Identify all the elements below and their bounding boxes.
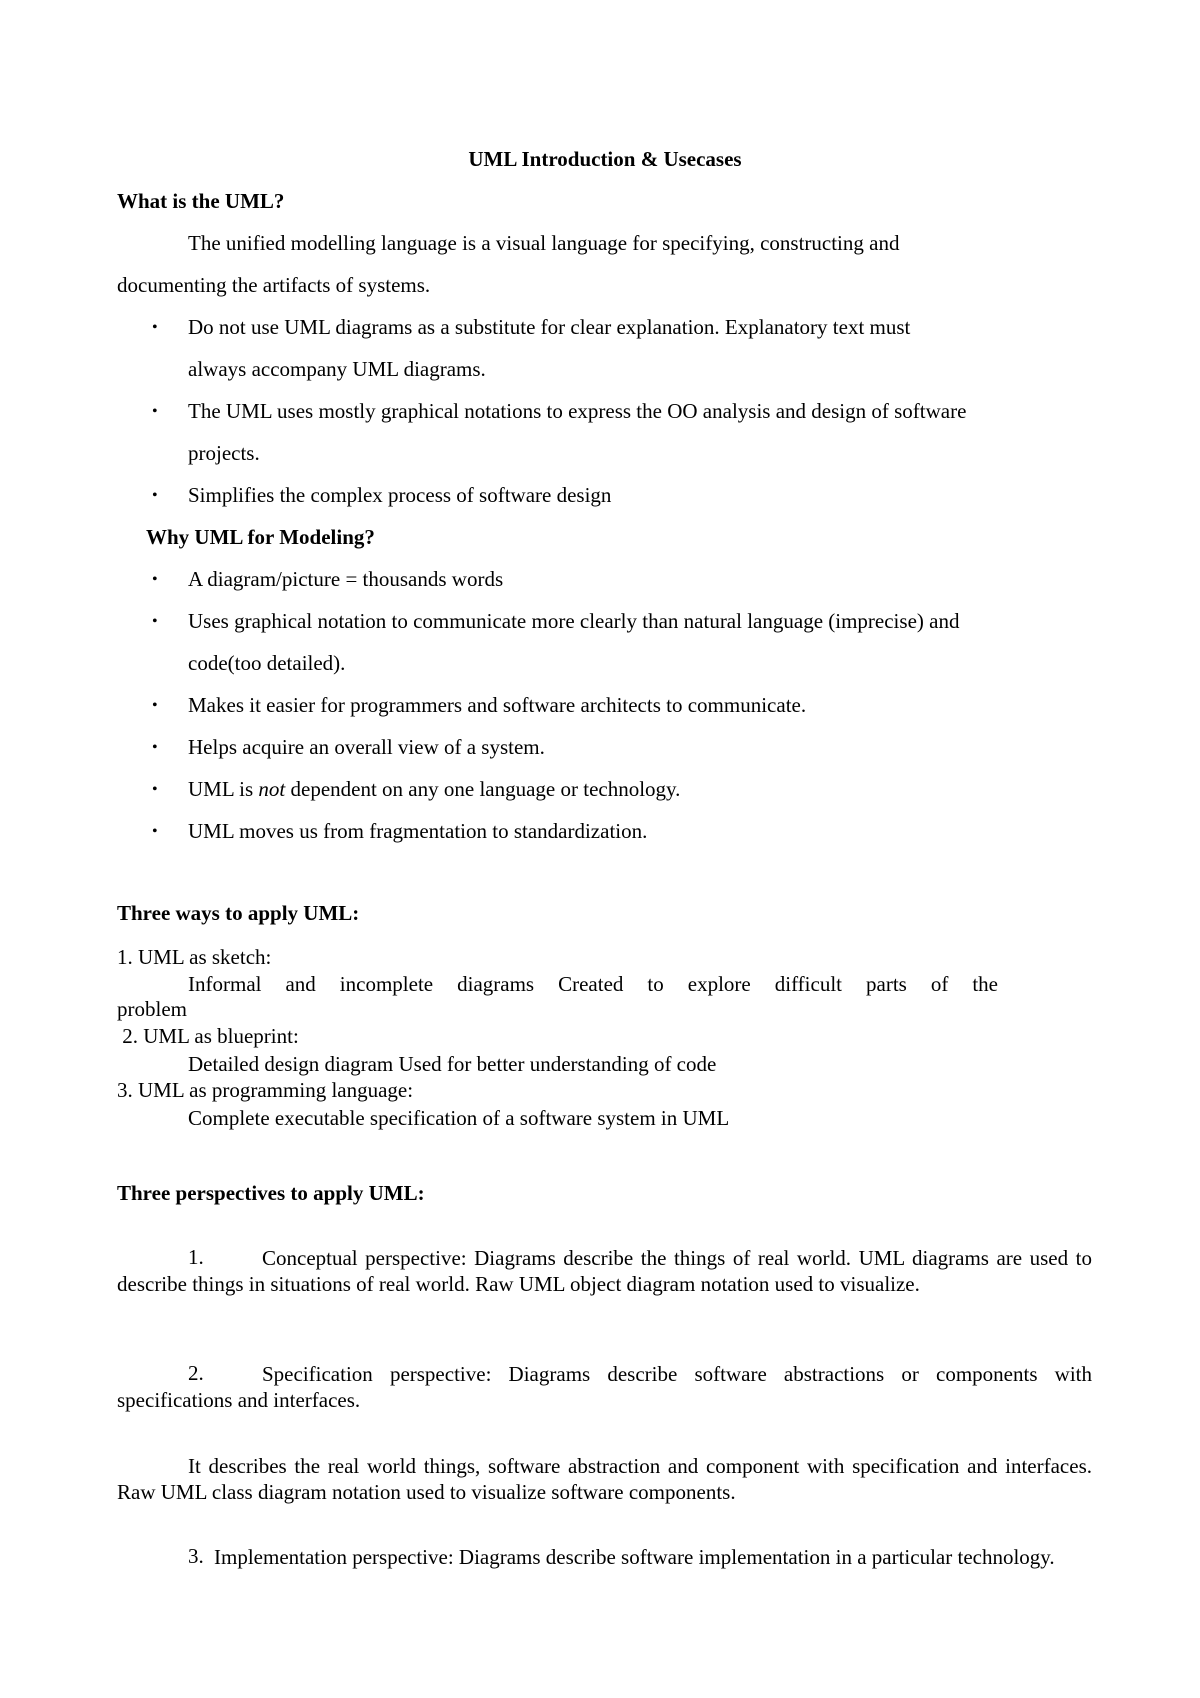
intro-paragraph-line-1: The unified modelling language is a visual language for specifying, constructing and: [188, 231, 900, 255]
perspective-paragraph: Conceptual perspective: Diagrams describe the things of real world. UML diagrams are used to describe things in situations of real world. Raw UML object diagram notation used to visualize.: [117, 1246, 1092, 1296]
way-label: 1. UML as sketch:: [117, 945, 272, 969]
bullet-icon: •: [152, 571, 158, 588]
way-label: 2. UML as blueprint:: [117, 1024, 299, 1048]
bullet-text: UML moves us from fragmentation to standardization.: [188, 819, 648, 843]
bullet-text: code(too detailed).: [188, 651, 346, 675]
perspective-paragraph: Implementation perspective: Diagrams describe software implementation in a particular technology.: [214, 1545, 1055, 1569]
bullet-text: A diagram/picture = thousands words: [188, 567, 504, 591]
perspective-number: 2.: [188, 1361, 204, 1385]
bullet-icon: •: [152, 403, 158, 420]
section-heading-three-perspectives: Three perspectives to apply UML:: [117, 1181, 425, 1205]
way-description-continued: problem: [117, 997, 187, 1021]
intro-paragraph-line-2: documenting the artifacts of systems.: [117, 273, 431, 297]
bullet-icon: •: [152, 781, 158, 798]
perspective-number: 1.: [188, 1245, 204, 1269]
perspective-paragraph: Specification perspective: Diagrams describe software abstractions or components with specifications and interfaces.: [117, 1362, 1092, 1412]
bullet-icon: •: [152, 613, 158, 630]
bullet-icon: •: [152, 697, 158, 714]
way-description: Complete executable specification of a software system in UML: [188, 1106, 730, 1130]
perspective-paragraph: It describes the real world things, software abstraction and component with specification and interfaces. Raw UML class diagram notation used to visualize software components.: [117, 1454, 1092, 1504]
bullet-text-post: dependent on any one language or technology.: [285, 777, 681, 801]
bullet-icon: •: [152, 319, 158, 336]
bullet-text: Makes it easier for programmers and software architects to communicate.: [188, 693, 807, 717]
bullet-text: Uses graphical notation to communicate more clearly than natural language (imprecise) and: [188, 609, 960, 633]
bullet-text: Helps acquire an overall view of a system.: [188, 735, 545, 759]
perspective-number: 3.: [188, 1544, 204, 1568]
bullet-text: The UML uses mostly graphical notations to express the OO analysis and design of software: [188, 399, 967, 423]
bullet-text-pre: UML is: [188, 777, 259, 801]
bullet-text: Do not use UML diagrams as a substitute for clear explanation. Explanatory text must: [188, 315, 911, 339]
bullet-text: Simplifies the complex process of software design: [188, 483, 612, 507]
way-description: Detailed design diagram Used for better understanding of code: [188, 1052, 717, 1076]
bullet-icon: •: [152, 487, 158, 504]
section-heading-three-ways: Three ways to apply UML:: [117, 901, 360, 925]
bullet-text: projects.: [188, 441, 260, 465]
section-heading-what-is-uml: What is the UML?: [117, 189, 285, 213]
page-title: UML Introduction & Usecases: [468, 147, 742, 171]
bullet-text: always accompany UML diagrams.: [188, 357, 486, 381]
bullet-text-emphasis: not: [258, 777, 286, 801]
way-label: 3. UML as programming language:: [117, 1078, 414, 1102]
bullet-icon: •: [152, 823, 158, 840]
bullet-icon: •: [152, 739, 158, 756]
bullet-text: [188, 777, 680, 802]
section-heading-why-uml: Why UML for Modeling?: [146, 525, 375, 549]
way-description: Informal and incomplete diagrams Created to explore difficult parts of the: [188, 972, 998, 996]
